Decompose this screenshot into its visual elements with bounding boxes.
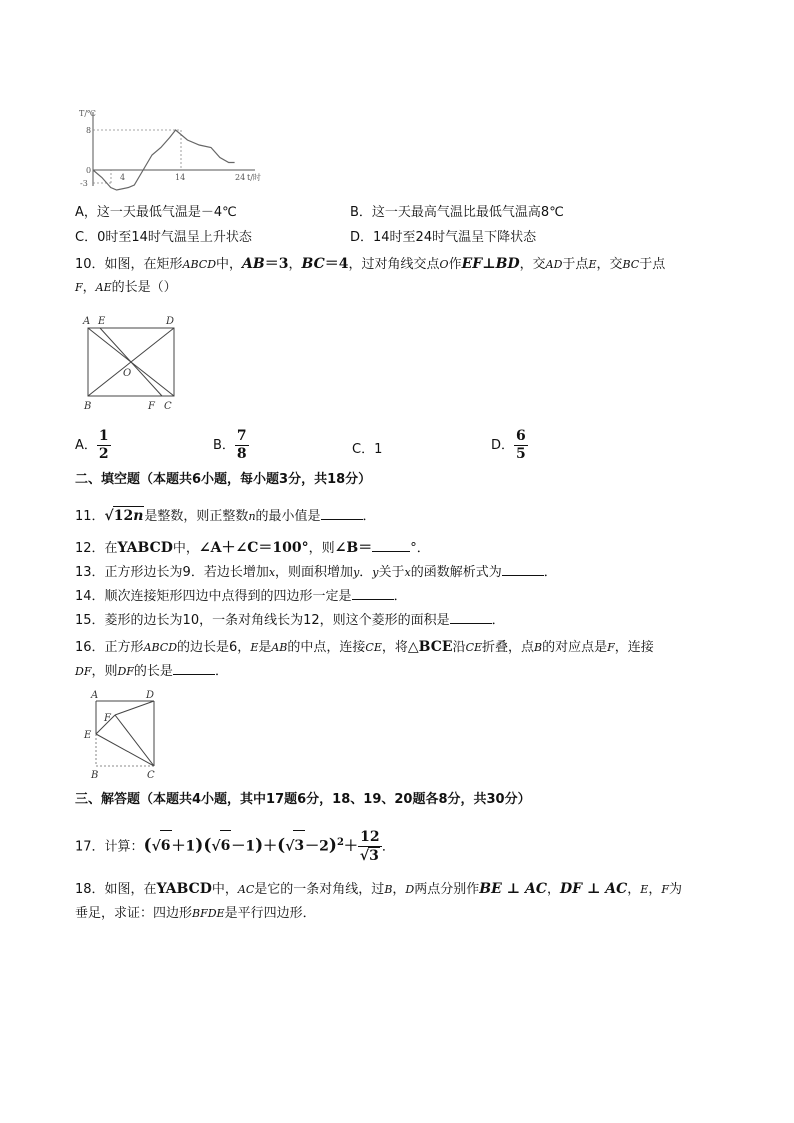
segment-fc [115, 715, 154, 766]
label-a: A [83, 316, 91, 327]
graph-y-tick-0: 0 [86, 166, 92, 175]
label-c: C [164, 401, 172, 412]
q10-option-d: D． $\frac{6}{5}$ [491, 428, 526, 462]
q9-option-b: B．这一天最高气温比最低气温高8℃ [350, 205, 564, 220]
temperature-curve [93, 130, 235, 190]
q10-stem-line1: 10．如图，在矩形ABCD中，AB＝3，BC＝4，过对角线交点O作EF⊥BD，交AD于点E，交BC于点 [75, 256, 666, 272]
q15: 15．菱形的边长为10，一条对角线长为12，则这个菱形的面积是 ． [75, 613, 505, 628]
label-e: E [98, 316, 106, 327]
graph-y-tick-8: 8 [86, 126, 92, 135]
q12: 12．在YABCD中，∠A＋∠C＝100°，则∠B＝ °． [75, 540, 430, 556]
q18-line1: 18．如图，在YABCD中，AC是它的一条对角线，过B，D两点分别作BE ⊥ AC，DF ⊥ AC，E，F为 [75, 881, 682, 897]
q13: 13．正方形边长为9．若边长增加x，则面积增加y．y关于x的函数解析式为 ． [75, 565, 557, 580]
temperature-graph [79, 108, 285, 190]
q9-option-d: D．14时至24时气温呈下降状态 [350, 230, 537, 245]
segment-ef [100, 328, 162, 396]
q14: 14．顺次连接矩形四边中点得到的四边形一定是 ． [75, 589, 407, 604]
q10-option-c: C．1 [352, 442, 383, 457]
segment-ec [96, 734, 154, 766]
label-f: F [104, 713, 111, 724]
section3-heading: 三、解答题（本题共4小题，其中17题6分，18、19、20题各8分，共30分） [75, 792, 531, 807]
q18-line2: 垂足，求证：四边形BFDE是平行四边形． [75, 906, 316, 921]
graph-x-label: t/时 [247, 173, 261, 182]
graph-y-label: T/℃ [79, 109, 96, 118]
graph-guides [93, 130, 181, 183]
label-d: D [146, 690, 155, 701]
q10-option-a: A． $\frac{1}{2}$ [75, 428, 109, 462]
label-o: O [123, 368, 132, 379]
q10-option-b: B． $\frac{7}{8}$ [213, 428, 247, 462]
label-f: F [148, 401, 155, 412]
graph-x-tick-4: 4 [120, 173, 126, 182]
label-c: C [147, 770, 155, 781]
label-b: B [84, 401, 92, 412]
section2-heading: 二、填空题（本题共6小题，每小题3分，共18分） [75, 472, 372, 487]
graph-axes [93, 112, 255, 186]
q17: 17．计算：$(√6+1)(√6-1)+(√3-2)^2+$ $\frac{12}{√3}$ ． [75, 828, 395, 864]
label-a: A [91, 690, 99, 701]
q16-square-figure [82, 688, 164, 780]
label-d: D [166, 316, 175, 327]
q9-option-a: A，这一天最低气温是－4℃ [75, 205, 237, 220]
q16-line1: 16．正方形ABCD的边长是6，E是AB的中点，连接CE，将△BCE沿CE折叠，点B的对应点是F，连接 [75, 639, 654, 655]
q10-stem-line2: F，AE的长是（） [75, 280, 177, 295]
q9-option-c: C．0时至14时气温呈上升状态 [75, 230, 252, 245]
graph-x-tick-24: 24 [235, 173, 246, 182]
label-e: E [84, 730, 92, 741]
graph-y-tick-neg3: -3 [80, 179, 88, 188]
label-b: B [91, 770, 99, 781]
q16-line2: DF，则DF的长是 ． [75, 664, 228, 679]
q10-rectangle-figure [80, 312, 190, 414]
q11: 11．√12n是整数，则正整数n的最小值是 ． [75, 508, 376, 524]
graph-x-tick-14: 14 [175, 173, 186, 182]
segment-df [115, 701, 154, 715]
